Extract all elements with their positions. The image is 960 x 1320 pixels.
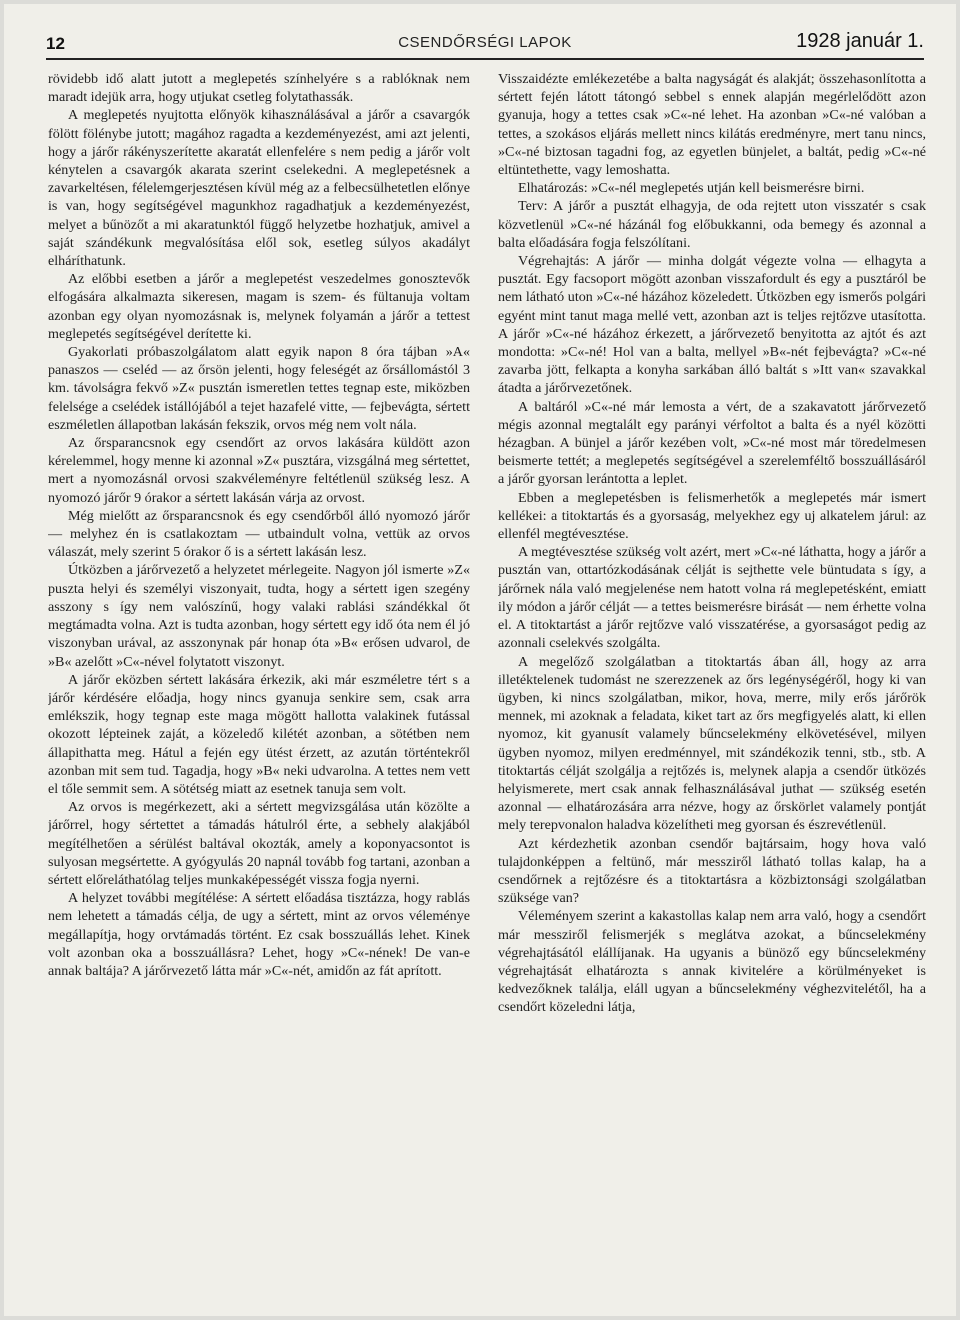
paragraph: Útközben a járőrvezető a helyzetet mérlegeite. Nagyon jól ismerte »Z« puszta helyi és személyi viszonyait, tudta, hogy a sértett igen szegény asszony s így nem valószínű, hogy valaki rablási szándékkal őt megtámadta volna. Azt is tudta azonban, hogy sértett egy idő óta nem él jó viszonyban urával, az asszonynak pár honap óta »B« erősen udvarol, de »B« azelőtt »C«-nével folytatott viszonyt. bbox=[48, 562, 470, 670]
paragraph: A járőr eközben sértett lakására érkezik, aki már eszméletre tért s a járőr kérdésére előadja, hogy nincs gyanuja senkire sem, csak arra emlékszik, hogy tegnap este maga mögött hallotta valakinek futással okozott lépteinek zaját, a közeledő kilétét azonban, a sötétben nem állapithatta meg. Hátul a fején egy ütést érzett, az azután történtekről azonban mit sem tud. Tagadja, hogy »B« neki udvarolna. A tettes nem vett el tőle semmit sem. A sötétség miatt az esetnek tanuja sem volt. bbox=[48, 671, 470, 797]
paragraph: Véleményem szerint a kakastollas kalap nem arra való, hogy a csendőrt már messziről felismerjék s meglátva azokat, a bűncselekmény végrehajtásától elállíjanak. Ha ugyanis a bünöző egy bűncselekmény végrehajtását elhatározta s annak kivitelére a körülményeket is kedvezőknek találja, eláll ugyan a bűncselekmény véghezvitelétől, ha a csendőrt közeledni látja, bbox=[498, 908, 926, 1016]
page-number: 12 bbox=[46, 34, 65, 53]
newspaper-page bbox=[4, 4, 956, 1316]
paragraph: Az előbbi esetben a járőr a meglepetést veszedelmes gonosztevők elfogására alkalmazta sikeresen, magam is szem- és fültanuja voltam azonban egy olyan nyomozásnak is, melynek folyamán a járőr a tettest meglepetés segítségével derítette ki. bbox=[48, 271, 470, 342]
paragraph: Elhatározás: »C«-nél meglepetés utján kell beismerésre birni. bbox=[518, 180, 865, 197]
paragraph: Az őrsparancsnok egy csendőrt az orvos lakására küldött azon kérelemmel, hogy menne ki azonnal »Z« pusztára, vizsgálná meg sértettet, mert a nyomozásnál orvosi szakvéleményre feltétlenül szükség lesz. A nyomozó járőr 9 órakor a sértett lakásán várja az orvost. bbox=[48, 435, 470, 506]
paragraph: A meglepetés nyujtotta előnyök kihasználásával a járőr a csavargók fölött fölénybe jutott; magához ragadta a kezdeményezést, ami azt jelenti, hogy a járőr rákényszerítette akaratát ellenfelére s nem pedig a járőr volt kénytelen a csavargók akarata szerint cselekedni. A meglepetésnek a zavarkeltésen, félelemgerjesztésen kívül még az a felbecsülhetetlen előnye is van, hogy segítségével magunkhoz ragadhatjuk a kezdeményezést, melyet a bűnözőt a mi akaratunktól függő helyzetbe hozhatjuk, amivel a saját szándékunk megvalósítása elől sok, esetleg súlyos akadályt elháríthatunk. bbox=[48, 107, 470, 270]
paragraph: Azt kérdezhetik azonban csendőr bajtársaim, hogy hova való tulajdonképpen a feltünő, már messziről látható tollas kalap, ha a csendőrnek a rejtőzésre és a titoktartásra a közbiztonsági szolgálatban szüksége van? bbox=[498, 835, 926, 907]
paragraph: Az orvos is megérkezett, aki a sértett megvizsgálása után közölte a járőrrel, hogy sértettet a támadás hátulról érte, a sebhely alakjából megítélhetően a sérülést baltával okozták, amely a koponyacsontot is sulyosan megsértette. A gyógyulás 20 napnál tovább fog tartani, azonban a sértett előreláthatólag teljes munkaképességét vissza fogja nyerni. bbox=[48, 799, 470, 888]
paragraph: Terv: A járőr a pusztát elhagyja, de oda rejtett uton visszatér s csak közvetlenül »C«-né házánál fog előbukkanni, oda bemegy és azonnal a balta előadására fogja felszólítani. bbox=[498, 198, 926, 251]
paragraph: A megtévesztése szükség volt azért, mert »C«-né láthatta, hogy a járőr a pusztán van, ottartózkodásának célját is sejthette vele büntudata s így, a járőrnek nála való megjelenése nem hatott volna rá meglepetésként, emiatt ily módon a járőr célját — a tettes beismerésre birását — nem érhette volna el. A titoktartást a járőr rejtőzve való visszatérése, a gyorsaságot pedig az azonnali cselekvés szolgálta. bbox=[498, 544, 926, 652]
paragraph: Ebben a meglepetésben is felismerhetők a meglepetés már ismert kellékei: a titoktartás és a gyorsaság, melyekhez egy uj alkatelem járul: az ellenfél megtévesztése. bbox=[498, 489, 926, 543]
paragraph: rövidebb idő alatt jutott a meglepetés színhelyére s a rablóknak nem maradt idejük arra, hogy utjukat csetleg folytathassák. bbox=[48, 71, 470, 106]
issue-date: 1928 január 1. bbox=[796, 30, 924, 52]
paragraph: Végrehajtás: A járőr — minha dolgát végezte volna — elhagyta a pusztát. Egy facsoport mögött azonban visszafordult és egy a pusztáról be nem látható uton »C«-né házához közeledett. Útközben egy ismerős polgári egyént mint tanut maga mellé vett, azonban azt is teljes rejtőzve utasította. A járőr »C«-né házához érkezett, a járőrvezető benyitotta az ajtót és azt mondotta: »C«-né! Hol van a balta, mellyel »B«-nét fejbevágta? »C«-né zavarba jött, felkapta a konyha sarkában álló baltát s »Itt van« szavakkal átadta a járőrvezetőnek. bbox=[498, 253, 926, 397]
paragraph: Visszaidézte emlékezetébe a balta nagyságát és alakját; összehasonlította a sértett fején látott tátongó sebbel s ennek alapján megérlelődött azon gyanuja, hogy a tettes csak »C«-né lehet. Ha azonban »C«-né valóban a tettes, a szokásos eljárás mellett nincs kilátás eredményre, mert tanu nincs, »C«-né biztosan tagadni fog, az egyetlen bünjelet, a baltát, pedig »C«-né eltüntethette, vagy lemoshatta. bbox=[498, 71, 926, 179]
left-column bbox=[48, 70, 470, 1290]
paragraph: A baltáról »C«-né már lemosta a vért, de a szakavatott járőrvezető mégis azonnal megtalált egy parányi vérfoltot a balta és a nyél közötti hézagban. A bünjel a járőr kezében volt, »C«-né most már töredelmesen beismerte tettét; a meglepetés segítségével a szerelemféltő bosszuállásáról a járőr gyorsan lerántotta a leplet. bbox=[498, 398, 926, 488]
right-column bbox=[498, 70, 926, 1290]
page-header bbox=[46, 28, 924, 60]
journal-title: CSENDŐRSÉGI LAPOK bbox=[398, 34, 572, 51]
paragraph: Gyakorlati próbaszolgálatom alatt egyik napon 8 óra tájban »A« panaszos — cseléd — az őrsön jelenti, hogy feleségét az őrsállomástól 3 km. távolságra fekvő »Z« pusztán ismeretlen tettes tegnap este, miközben felelsége a cselédek istállójából a tejet hazafelé vitte, — fejbevágta, sértett eszméletlen állapotban lakásán fekszik, orvos még nem volt nála. bbox=[48, 344, 470, 433]
paragraph: Még mielőtt az őrsparancsnok és egy csendőrből álló nyomozó járőr — melyhez én is csatlakoztam — utbaindult volna, vettük az orvos válaszát, mely szerint 5 órakor ő is a sértett lakásán lesz. bbox=[48, 507, 470, 561]
paragraph: A helyzet további megítélése: A sértett előadása tisztázza, hogy rablás nem lehetett a támadás célja, de ugy a sértett, mint az orvos véleménye megállapítja, hogy orvtámadás történt. Ez csak bosszuállás lehet. Kinek volt azonban oka a bosszuállásra? Lehet, hogy »C«-nének! De van-e annak baltája? A járőrvezető látta már »C«-nét, amidőn az fát aprított. bbox=[48, 890, 470, 979]
paragraph: A megelőző szolgálatban a titoktartás ában áll, hogy az arra illetéktelenek tudomást ne szerezzenek az őrs legénységéről, hogy ki van ügyben, ki nincs szolgálatban, mikor, hova, merre, mily erős járőrök mennek, mi azoknak a feladata, kiket tart az őrs megfigyelés alatt, ki ellen nyomoz, kit gyanusít valamely bűncselekmény elkövetésével, milyen ügyben nyomoz, milyen eredménnyel, mit szándékozik tenni, stb., stb. A titoktartás célját szolgálja a rejtőzés is, melynek alapja a csendőr ütközés helyismerete, mert csak annak felhasználásával juthat — szükség esetén azonnal — elhatározására arra nézve, hogy az őrskörlet valamely pontját mely terepvonalon haladva közelítheti meg gyorsan és észrevétlenül. bbox=[498, 653, 926, 834]
